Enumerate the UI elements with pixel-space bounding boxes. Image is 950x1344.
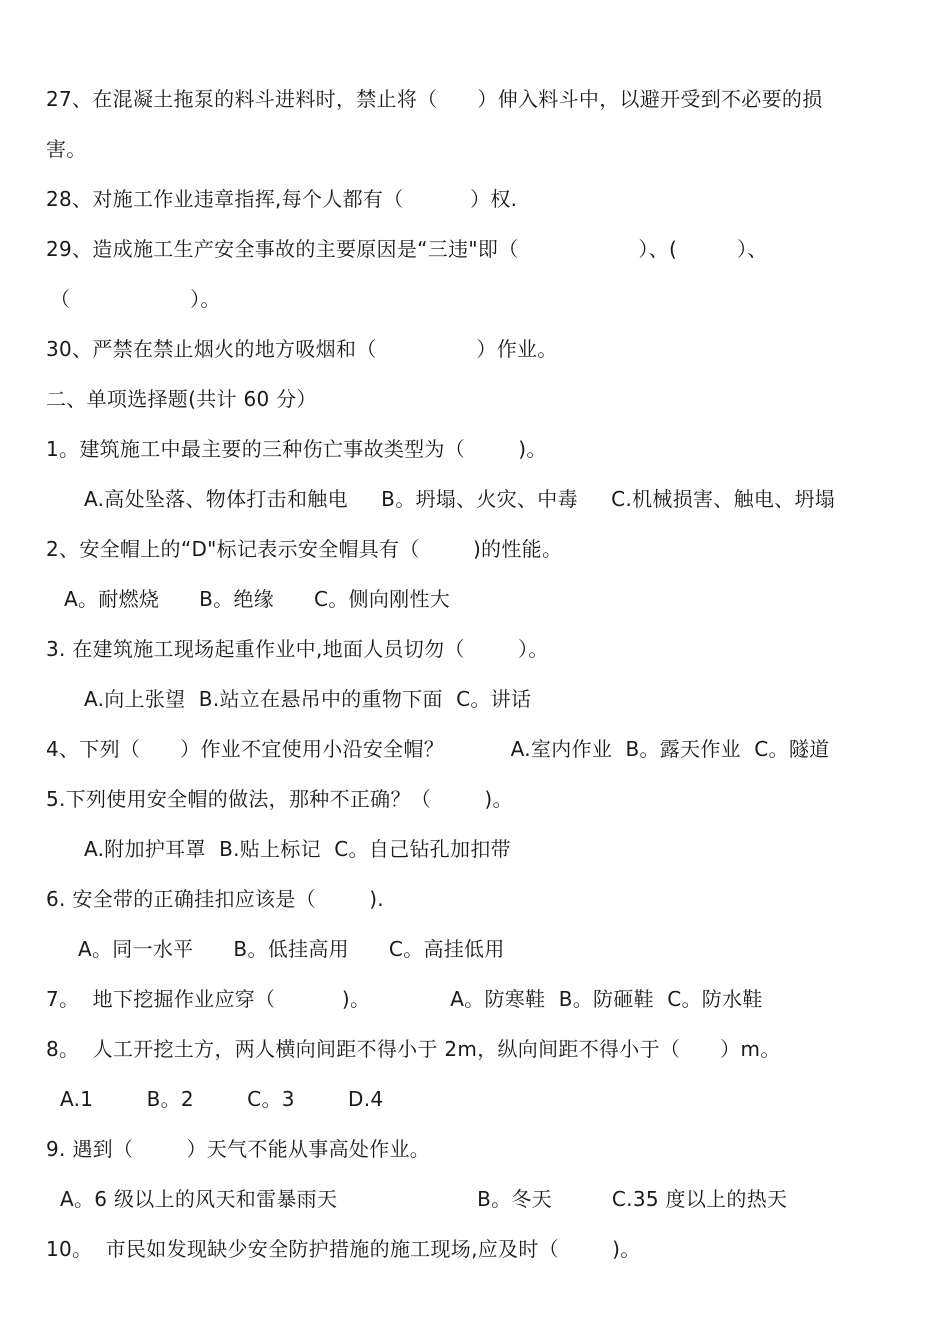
choice-question-6-options: A。同一水平 B。低挂高用 C。高挂低用 [78,937,505,961]
choice-question-3-options: A.向上张望 B.站立在悬吊中的重物下面 C。讲话 [84,687,532,711]
choice-question-5-options: A.附加护耳罩 B.贴上标记 C。自己钻孔加扣带 [84,837,511,861]
choice-question-4: 4、下列（ ）作业不宜使用小沿安全帽？ A.室内作业 B。露天作业 C。隧道 [46,737,830,761]
choice-question-6: 6. 安全带的正确挂扣应该是（ ). [46,887,384,911]
choice-question-9-options: A。6 级以上的风天和雷暴雨天 B。冬天 C.35 度以上的热天 [60,1187,788,1211]
question-27-line-2: 害。 [46,137,87,161]
question-29-line-2: （ ）。 [50,287,221,311]
choice-question-8: 8。 人工开挖土方，两人横向间距不得小于 2m，纵向间距不得小于（ ）m。 [46,1037,781,1061]
choice-question-7: 7。 地下挖掘作业应穿（ )。 A。防寒鞋 B。防砸鞋 C。防水鞋 [46,987,763,1011]
choice-question-1: 1。建筑施工中最主要的三种伤亡事故类型为（ )。 [46,437,547,461]
choice-question-5: 5.下列使用安全帽的做法，那种不正确？（ )。 [46,787,513,811]
choice-question-8-options: A.1 B。2 C。3 D.4 [60,1087,384,1111]
choice-question-2-options: A。耐燃烧 B。绝缘 C。侧向刚性大 [64,587,451,611]
question-27-line-1: 27、在混凝土拖泵的料斗进料时，禁止将（ ）伸入料斗中，以避开受到不必要的损 [46,87,823,111]
choice-question-1-options: A.高处坠落、物体打击和触电 B。坍塌、火灾、中毒 C.机械损害、触电、坍塌 [84,487,836,511]
question-30: 30、严禁在禁止烟火的地方吸烟和（ ）作业。 [46,337,558,361]
choice-question-3: 3. 在建筑施工现场起重作业中,地面人员切勿（ ）。 [46,637,549,661]
choice-question-9: 9. 遇到（ ）天气不能从事高处作业。 [46,1137,431,1161]
section-heading: 二、单项选择题(共计 60 分） [46,387,317,411]
choice-question-10: 10。 市民如发现缺少安全防护措施的施工现场,应及时（ )。 [46,1237,641,1261]
question-29-line-1: 29、造成施工生产安全事故的主要原因是“三违"即（ ）、( ）、 [46,237,768,261]
choice-question-2: 2、安全帽上的“D"标记表示安全帽具有（ )的性能。 [46,537,563,561]
question-28: 28、对施工作业违章指挥,每个人都有（ ）权. [46,187,518,211]
